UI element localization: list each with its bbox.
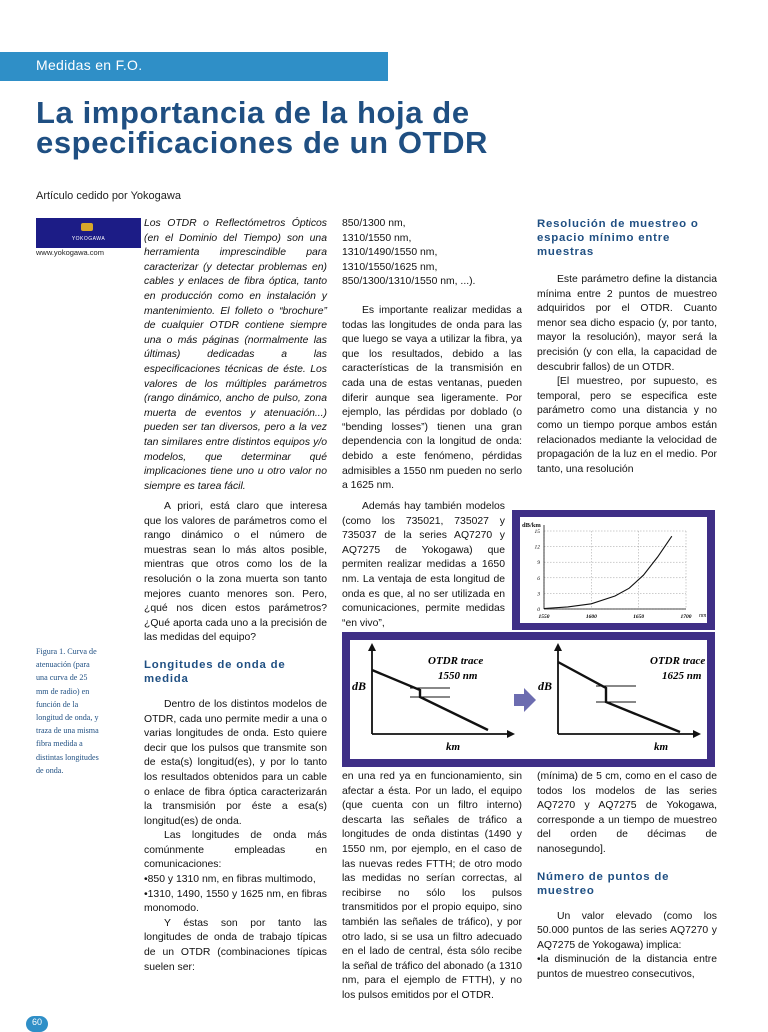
chart-background — [520, 517, 707, 623]
attenuation-chart-frame — [512, 510, 715, 630]
attenuation-chart — [520, 517, 707, 623]
paragraph: [El muestreo, por supuesto, es temporal, pero se especifica este parámetro como una distancia y no como un tiempo porque ambos están relacionados mediante la velocidad de propagación de la luz en el medio. Por tanto, una resolución — [537, 375, 717, 477]
paragraph: (mínima) de 5 cm, como en el caso de todos los modelos de las series AQ7270 y AQ7275 de Yokogawa, corresponde a un tiempo de muestreo del orden de décimas de nanosegundo]. — [537, 770, 717, 858]
axis-km-label: km — [446, 741, 461, 753]
y-tick-label: 3 — [536, 591, 540, 597]
list-item: 1310/1490/1550 nm, — [342, 246, 522, 261]
y-tick-label: 9 — [537, 560, 540, 566]
bullet-item: •850 y 1310 nm, en fibras multimodo, — [144, 873, 327, 888]
column-3-bottom — [537, 770, 717, 983]
paragraph: Un valor elevado (como los 50.000 puntos de las series AQ7270 y AQ7275 de Yokogawa) implica: — [537, 910, 717, 954]
list-item: 850/1300/1310/1550 nm, ...). — [342, 275, 522, 290]
list-item: 850/1300 nm, — [342, 217, 522, 232]
x-tick-label: 1650 — [633, 614, 644, 620]
y-tick-label: 12 — [535, 545, 541, 551]
article-credit: Artículo cedido por Yokogawa — [36, 190, 181, 202]
paragraph: Además hay también modelos (como los 735021, 735027 y 735037 de la series AQ7270 y AQ7275 de Yokogawa) que permiten realizar medidas a 1650 nm. La ventaja de esta longitud de onda es que, al no ser utilizada en comunicaciones, permite medidas “en vivo”, — [342, 500, 505, 631]
y-tick-label: 6 — [537, 576, 540, 582]
yokogawa-logo — [36, 218, 141, 248]
column-2-mid — [342, 500, 505, 631]
paragraph: Las longitudes de onda más comúnmente empleadas en comunicaciones: — [144, 829, 327, 873]
title-line-1: La importancia de la hoja de — [36, 95, 470, 130]
column-3 — [537, 217, 717, 477]
section-band — [0, 52, 388, 81]
chart-ylabel: dB/km — [522, 522, 541, 529]
intro-paragraph: Los OTDR o Reflectómetros Ópticos (en el Dominio del Tiempo) son una herramienta imprescindible para caracterizar (y detectar problemas en) cables y enlaces de fibra óptica, tanto en producción como en instalación y mantenimiento. El folleto o “brochure” de cualquier OTDR contiene siempre una o más páginas (normalmente las últimas) dedicadas a las especificaciones técnicas de éste. Los valores de los múltiples parámetros (rango dinámico, ancho de pulso, zona muerta de eventos y atenuación...) pueden ser tan diversos, pero a la vez tan similares entre distintos equipos y/o modelos, que determinar qué implicaciones tiene uno u otro valor no siempre es tarea fácil. — [144, 217, 327, 494]
intro-column — [144, 217, 327, 494]
chart-xlabel: nm — [699, 613, 707, 619]
section-heading: Resolución de muestreo o espacio mínimo entre muestras — [537, 217, 717, 259]
x-tick-label: 1700 — [681, 614, 692, 620]
paragraph: Es importante realizar medidas a todas las longitudes de onda para las que luego se vaya a utilizar la fibra, ya que los resultados, debido a las características de la transmisión en cada una de estas ventanas, pueden diferir aunque sea ligeramente. Por ejemplo, las pérdidas por doblado (o “bending losses”) tienen una gran dependencia con la longitud de onda: debido a este fenómeno, pérdidas admisibles a 1550 nm pueden no serlo a 1625 nm. — [342, 304, 522, 494]
axis-km-label: km — [654, 741, 669, 753]
section-heading: Longitudes de onda de medida — [144, 658, 327, 686]
bullet-item: •la disminución de la distancia entre puntos de muestreo consecutivos, — [537, 953, 717, 982]
y-tick-label: 15 — [535, 529, 541, 535]
paragraph: en una red ya en funcionamiento, sin afectar a ésta. Por un lado, el equipo (que cuenta con un filtro interno) descarta las señales de tráfico a longitudes de onda distintas (1490 y 1550 nm, por ejemplo, en el caso de las nuevas redes FTTH; de otro modo las medidas no serían correctas, al recibirse no sólo los pulsos transmitidos por el propio equipo, sino también las señales de tráfico), y por otro lado, si se usa un filtro adecuado en el lado de central, ésta sólo recibe la señal de tráfico del abonado (a 1310 nm, para el ejemplo de FTTH), y no los pulsos emitidos por el OTDR. — [342, 770, 522, 1004]
otdr-traces-frame — [342, 632, 715, 767]
section-label: Medidas en F.O. — [36, 57, 142, 73]
paragraph: Dentro de los distintos modelos de OTDR, cada uno permite medir a una o varias longitudes de onda. Esto quiere decir que los pulsos que transmite son de esta(s) longitud(es), y por lo tanto los resultados obtenidos para un cable o enlace de fibra óptica caracterizarán la transmisión por éste a esa(s) longitud(es) de onda. — [144, 698, 327, 829]
x-tick-label: 1600 — [586, 614, 597, 620]
column-1 — [144, 500, 327, 975]
y-tick-label: 0 — [537, 607, 540, 613]
logo-url: www.yokogawa.com — [36, 248, 104, 257]
trace-wavelength: 1550 nm — [438, 670, 478, 682]
column-2-top — [342, 217, 522, 494]
axis-db-label: dB — [538, 679, 552, 693]
paragraph: A priori, está claro que interesa que los valores de parámetros como el rango dinámico o el número de muestras sean lo más altos posible, mientras que otros como los de la resolución o la zona muerta son tanto mejores cuanto menores son. Pero, ¿qué nos dicen estos parámetros? ¿Qué aporta cada uno a la precisión de las medidas del equipo? — [144, 500, 327, 646]
figure-caption: Figura 1. Curva de atenuación (para una curva de 25 mm de radio) en función de la longitud de onda, y traza de una misma fibra medida a distintas longitudes de onda. — [36, 645, 102, 777]
axis-db-label: dB — [352, 679, 366, 693]
list-item: 1310/1550 nm, — [342, 232, 522, 247]
column-2-bottom — [342, 770, 522, 1004]
logo-mark-icon — [81, 223, 93, 231]
section-heading: Número de puntos de muestreo — [537, 870, 717, 898]
logo-name: YOKOGAWA — [37, 236, 140, 242]
paragraph: Y éstas son por tanto las longitudes de onda de trabajo típicas de un OTDR (combinaciones típicas suelen ser: — [144, 917, 327, 975]
x-tick-label: 1550 — [539, 614, 550, 620]
page-number: 60 — [26, 1016, 48, 1032]
article-title — [36, 98, 736, 158]
trace-wavelength: 1625 nm — [662, 670, 702, 682]
trace-title: OTDR trace — [650, 655, 705, 667]
paragraph: Este parámetro define la distancia mínima entre 2 puntos de muestreo adquiridos por el OTDR. Cuanto menor sea dicho espacio (y, por tanto, mayor la resolución), mayor será la precisión (y con ella, la capacidad de descubrir fallos) de un OTDR. — [537, 273, 717, 375]
title-line-2: especificaciones de un OTDR — [36, 125, 488, 160]
otdr-traces-figure — [350, 640, 707, 759]
list-item: 1310/1550/1625 nm, — [342, 261, 522, 276]
arrow-shaft — [514, 694, 524, 706]
bullet-item: •1310, 1490, 1550 y 1625 nm, en fibras monomodo. — [144, 888, 327, 917]
trace-title: OTDR trace — [428, 655, 483, 667]
